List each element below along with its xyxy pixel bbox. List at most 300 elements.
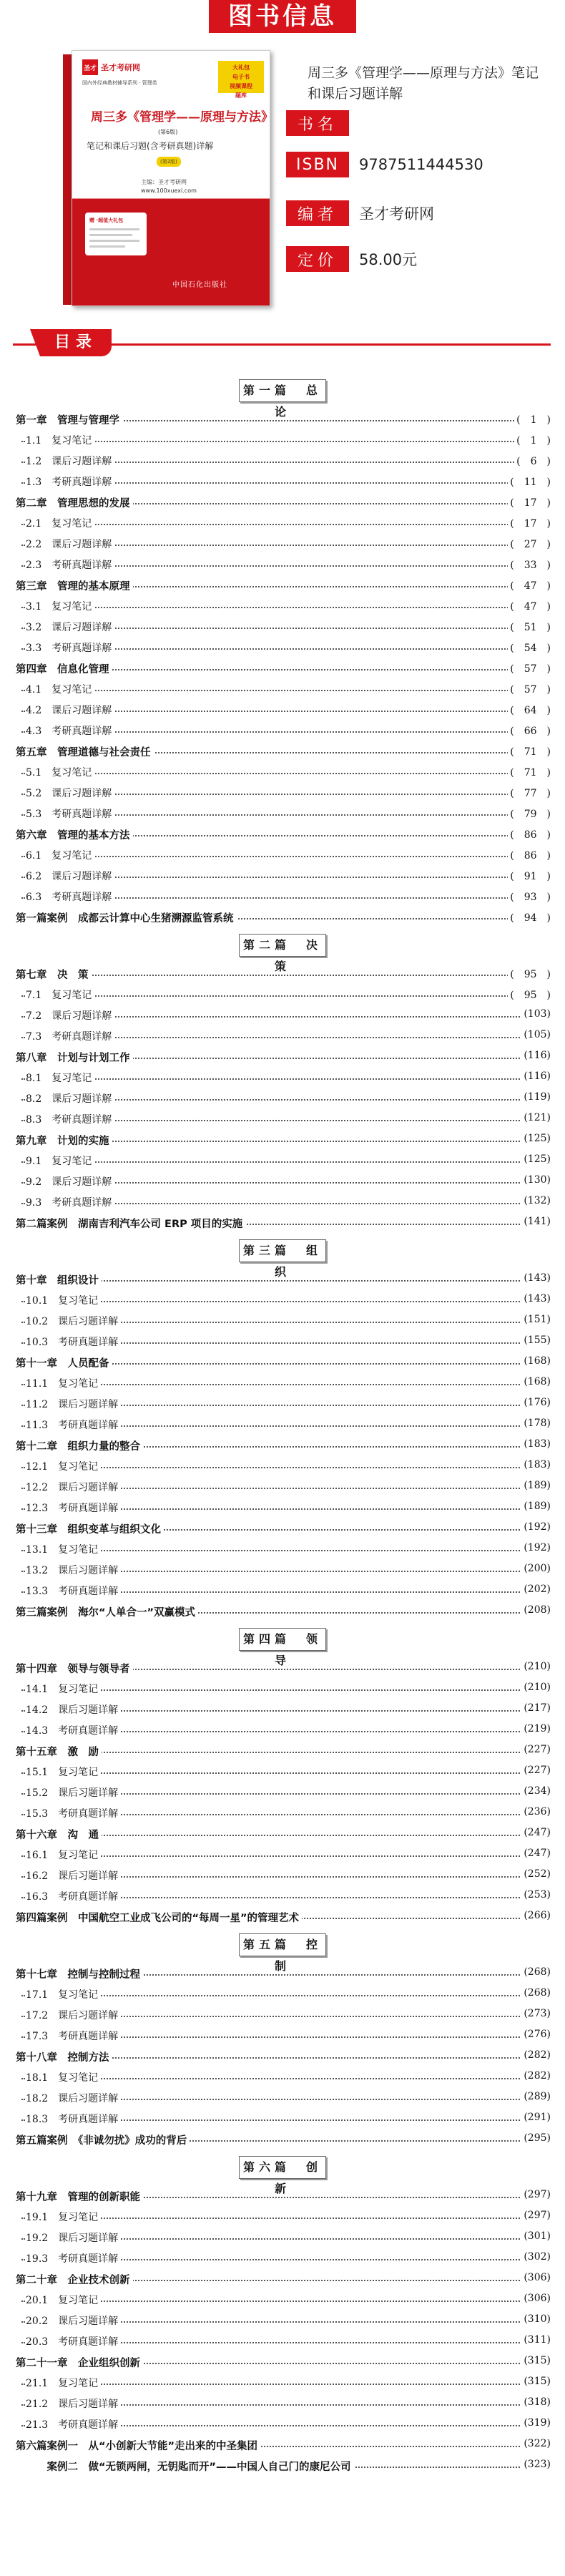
- toc-section-row[interactable]: [0, 512, 565, 532]
- toc-section-row[interactable]: [0, 1781, 565, 1802]
- info-value: 9787511444530: [359, 156, 483, 173]
- toc-entry-title: 15.1 复习笔记: [26, 1765, 101, 1779]
- toc-entry-page: (297): [521, 2189, 551, 2200]
- toc-chapter-row[interactable]: [0, 574, 565, 595]
- toc-entry-title: 16.3 考研真题详解: [26, 1889, 121, 1903]
- toc-entry-title: 14.1 复习笔记: [26, 1682, 101, 1696]
- toc-entry-title: 第三篇案例 海尔“人单合一”双赢模式: [16, 1604, 198, 1619]
- toc-chapter-row[interactable]: [0, 1517, 565, 1538]
- toc-section-row[interactable]: [0, 470, 565, 491]
- toc-entry-page: (273): [521, 2008, 551, 2019]
- toc-entry-title: 15.2 课后习题详解: [26, 1785, 121, 1800]
- toc-entry-title: 第九章 计划的实施: [16, 1133, 112, 1148]
- toc-entry-page: ( 54 ): [508, 640, 551, 655]
- toc-part-heading: 第三篇 组 织: [239, 1239, 326, 1262]
- toc-entry-page: (208): [521, 1604, 551, 1616]
- toc-entry-title: 19.3 考研真题详解: [26, 2251, 121, 2265]
- toc-entry-title: 2.2 课后习题详解: [26, 537, 114, 551]
- leader-dots: [21, 975, 525, 976]
- toc-section-row[interactable]: [0, 1496, 565, 1517]
- toc-section-row[interactable]: [0, 864, 565, 885]
- toc-entry-page: ( 6 ): [514, 454, 551, 468]
- toc-entry-page: ( 33 ): [508, 557, 551, 572]
- toc-entry-title: 19.2 课后习题详解: [26, 2230, 121, 2245]
- toc-entry-title: 第五章 管理道德与社会责任: [16, 744, 154, 759]
- toc-entry-page: ( 47 ): [508, 578, 551, 592]
- toc-entry-title: 6.1 复习笔记: [26, 848, 94, 862]
- toc-section-row[interactable]: [0, 1066, 565, 1087]
- leader-dots: [21, 524, 525, 525]
- toc-entry-title: 5.2 课后习题详解: [26, 786, 114, 800]
- toc-part-heading: 第六篇 创 新: [239, 2156, 326, 2179]
- toc-chapter-row[interactable]: [0, 962, 565, 983]
- toc-part-heading: 第二篇 决 策: [239, 934, 326, 957]
- toc-entry-title: 第十章 组织设计: [16, 1272, 102, 1287]
- toc-chapter-row[interactable]: [0, 1351, 565, 1372]
- toc-entry-page: (306): [521, 2293, 551, 2304]
- toc-entry-page: (155): [521, 1335, 551, 1346]
- toc-entry-title: 第六篇案例一 从“小创新大节能”走出来的中圣集团: [16, 2438, 260, 2453]
- toc-entry-title: 第三章 管理的基本原理: [16, 578, 133, 593]
- toc-entry-title: 2.3 考研真题详解: [26, 557, 114, 572]
- toc-entry-title: 12.2 课后习题详解: [26, 1480, 121, 1494]
- toc-entry-page: ( 86 ): [508, 848, 551, 862]
- toc-entry-title: 案例二 做“无锁两闸，无钥匙而开”——中国人自己门的康尼公司: [16, 2459, 354, 2474]
- toc-entry-page: (268): [521, 1987, 551, 1999]
- cover-gift-card: [85, 213, 147, 255]
- toc-entry-page: (252): [521, 1868, 551, 1880]
- toc-section-row[interactable]: [0, 1309, 565, 1330]
- toc-entry-page: ( 71 ): [508, 744, 551, 758]
- toc-entry-page: (315): [521, 2355, 551, 2366]
- toc-entry-page: (282): [521, 2049, 551, 2061]
- cover-face: [72, 50, 273, 306]
- toc-entry-title: 18.1 复习笔记: [26, 2070, 101, 2084]
- toc-entry-title: 第七章 决 策: [16, 967, 92, 982]
- toc-case-row[interactable]: [0, 2454, 565, 2475]
- leader-dots: [21, 773, 525, 774]
- info-value: 58.00元: [359, 251, 418, 268]
- toc-entry-page: ( 77 ): [508, 786, 551, 800]
- toc-chapter-row[interactable]: [0, 408, 565, 429]
- toc-section-row[interactable]: [0, 449, 565, 470]
- toc-entry-page: (276): [521, 2029, 551, 2040]
- toc-chapter-row[interactable]: [0, 2351, 565, 2371]
- toc-entry-title: 20.3 考研真题详解: [26, 2334, 121, 2348]
- info-row-title: [286, 109, 359, 137]
- cover-series: 国内外经典教材辅导系列 · 管理类: [82, 80, 157, 86]
- toc-entry-title: 3.1 复习笔记: [26, 599, 94, 613]
- toc-entry-page: (234): [521, 1785, 551, 1797]
- toc-entry-page: (318): [521, 2396, 551, 2408]
- toc-entry-title: 4.2 课后习题详解: [26, 703, 114, 717]
- toc-entry-page: (301): [521, 2230, 551, 2242]
- toc-entry-title: 5.1 复习笔记: [26, 765, 94, 779]
- toc-entry-page: (236): [521, 1806, 551, 1818]
- toc-section-row[interactable]: [0, 553, 565, 574]
- cover-edition-pill: (第2版): [157, 157, 181, 167]
- toc-entry-title: 第十六章 沟 通: [16, 1827, 102, 1842]
- toc-entry-page: (183): [521, 1438, 551, 1450]
- info-label: ISBN: [286, 152, 349, 177]
- toc-entry-page: ( 27 ): [508, 537, 551, 551]
- toc-section-row[interactable]: [0, 1289, 565, 1309]
- toc-section-row[interactable]: [0, 1579, 565, 1600]
- toc-section-row[interactable]: [0, 2392, 565, 2413]
- toc-chapter-row[interactable]: [0, 2268, 565, 2288]
- toc-part-heading: 第五篇 控 制: [239, 1933, 326, 1956]
- toc-entry-page: ( 86 ): [508, 827, 551, 841]
- toc-section-row[interactable]: [0, 2226, 565, 2247]
- toc-section-row[interactable]: [0, 2371, 565, 2392]
- toc-section-row[interactable]: [0, 2413, 565, 2434]
- toc-entry-page: (247): [521, 1848, 551, 1859]
- toc-section-row[interactable]: [0, 719, 565, 740]
- toc-chapter-row[interactable]: [0, 1962, 565, 1983]
- toc-entry-page: (315): [521, 2376, 551, 2387]
- toc-entry-page: ( 64 ): [508, 703, 551, 717]
- toc-entry-title: 第十三章 组织变革与组织文化: [16, 1521, 164, 1536]
- toc-section-row[interactable]: [0, 1760, 565, 1781]
- toc-entry-title: 2.1 复习笔记: [26, 516, 94, 530]
- toc-entry-page: ( 1 ): [514, 412, 551, 426]
- toc-entry-page: (323): [521, 2459, 551, 2470]
- toc-section-row[interactable]: [0, 1983, 565, 2004]
- toc-chapter-row[interactable]: [0, 2185, 565, 2205]
- toc-section-row[interactable]: [0, 2024, 565, 2045]
- toc-case-row[interactable]: [0, 1906, 565, 1926]
- toc-entry-title: 4.1 复习笔记: [26, 682, 94, 696]
- card-line: [89, 240, 139, 242]
- toc-entry-title: 10.1 复习笔记: [26, 1293, 101, 1307]
- info-label: 定价: [286, 246, 349, 272]
- toc-entry-page: (168): [521, 1355, 551, 1367]
- toc-entry-title: 第五篇案例 《非诚勿扰》成功的背后: [16, 2132, 190, 2147]
- toc-entry-page: (183): [521, 1459, 551, 1470]
- toc-section-row[interactable]: [0, 2330, 565, 2351]
- toc-heading: 目录: [40, 329, 112, 356]
- toc-entry-title: 9.3 考研真题详解: [26, 1195, 114, 1209]
- leader-dots: [21, 441, 525, 442]
- toc-entry-title: 21.2 课后习题详解: [26, 2396, 121, 2411]
- logo-icon: 圣才: [82, 59, 98, 75]
- toc-entry-page: (322): [521, 2438, 551, 2449]
- toc-entry-title: 11.3 考研真题详解: [26, 1418, 121, 1432]
- toc-section-row[interactable]: [0, 781, 565, 802]
- toc-entry-page: (253): [521, 1889, 551, 1901]
- toc-case-row[interactable]: [0, 1600, 565, 1621]
- toc-entry-page: (202): [521, 1584, 551, 1595]
- toc-section-row[interactable]: [0, 844, 565, 864]
- toc-entry-page: ( 57 ): [508, 661, 551, 675]
- toc-section-row[interactable]: [0, 1087, 565, 1108]
- toc-entry-title: 第四篇案例 中国航空工业成飞公司的“每周一星”的管理艺术: [16, 1910, 302, 1925]
- toc-section-row[interactable]: [0, 802, 565, 823]
- toc-section-row[interactable]: [0, 1392, 565, 1413]
- toc-entry-page: (189): [521, 1480, 551, 1491]
- toc-section-row[interactable]: [0, 1538, 565, 1558]
- toc-chapter-row[interactable]: [0, 740, 565, 761]
- toc-entry-page: (130): [521, 1174, 551, 1186]
- toc-entry-title: 7.3 考研真题详解: [26, 1029, 114, 1043]
- toc-entry-title: 第一篇案例 成都云计算中心生猪溯源监管系统: [16, 910, 237, 925]
- toc-entry-title: 15.3 考研真题详解: [26, 1806, 121, 1820]
- info-label: 书名: [286, 110, 349, 136]
- toc-entry-page: (227): [521, 1744, 551, 1755]
- toc-case-row[interactable]: [0, 2128, 565, 2149]
- toc-entry-title: 18.2 课后习题详解: [26, 2091, 121, 2105]
- toc-entry-page: (311): [521, 2334, 551, 2346]
- toc-entry-title: 18.3 考研真题详解: [26, 2112, 121, 2126]
- info-row-price: [286, 245, 417, 273]
- toc-entry-title: 第二章 管理思想的发展: [16, 495, 133, 510]
- toc-entry-title: 17.2 课后习题详解: [26, 2008, 121, 2022]
- toc-entry-page: (192): [521, 1521, 551, 1533]
- toc-part-heading: 第四篇 领 导: [239, 1628, 326, 1651]
- toc-section-row[interactable]: [0, 698, 565, 719]
- toc-entry-title: 11.2 课后习题详解: [26, 1397, 121, 1411]
- toc-entry-title: 10.3 考研真题详解: [26, 1335, 121, 1349]
- leader-dots: [21, 1161, 525, 1163]
- toc-section-row[interactable]: [0, 2288, 565, 2309]
- toc-entry-page: (103): [521, 1008, 551, 1020]
- toc-section-row[interactable]: [0, 1475, 565, 1496]
- toc-entry-title: 6.3 考研真题详解: [26, 889, 114, 904]
- toc-entry-title: 9.2 课后习题详解: [26, 1174, 114, 1189]
- toc-section-row[interactable]: [0, 1170, 565, 1191]
- info-row-isbn: [286, 150, 483, 179]
- toc-entry-title: 第十四章 领导与领导者: [16, 1661, 133, 1676]
- toc-section-row[interactable]: [0, 2066, 565, 2087]
- toc-entry-title: 1.1 复习笔记: [26, 433, 94, 447]
- toc-entry-page: (289): [521, 2091, 551, 2102]
- toc-entry-page: (295): [521, 2132, 551, 2144]
- toc-entry-title: 第十一章 人员配备: [16, 1355, 112, 1370]
- toc-entry-page: (310): [521, 2313, 551, 2325]
- toc-section-row[interactable]: [0, 1025, 565, 1045]
- toc-entry-title: 6.2 课后习题详解: [26, 869, 114, 883]
- toc-entry-page: ( 57 ): [508, 682, 551, 696]
- toc-entry-page: ( 95 ): [508, 987, 551, 1002]
- toc-section-row[interactable]: [0, 1558, 565, 1579]
- toc-chapter-row[interactable]: [0, 1823, 565, 1843]
- toc-entry-title: 5.3 考研真题详解: [26, 806, 114, 821]
- toc-section-row[interactable]: [0, 2309, 565, 2330]
- leader-dots: [21, 856, 525, 857]
- toc-entry-page: ( 79 ): [508, 806, 551, 821]
- toc-chapter-row[interactable]: [0, 1268, 565, 1289]
- toc-entry-title: 12.1 复习笔记: [26, 1459, 101, 1473]
- toc-entry-page: (282): [521, 2070, 551, 2082]
- toc-entry-page: (217): [521, 1702, 551, 1714]
- toc-section-row[interactable]: [0, 1004, 565, 1025]
- toc-entry-page: (141): [521, 1216, 551, 1227]
- toc-section-row[interactable]: [0, 429, 565, 449]
- toc-entry-page: (143): [521, 1293, 551, 1304]
- toc-entry-page: (116): [521, 1050, 551, 1061]
- toc-case-row[interactable]: [0, 906, 565, 927]
- logo-text: 圣才考研网: [101, 63, 140, 72]
- toc-section-row[interactable]: [0, 1677, 565, 1698]
- toc-entry-page: (168): [521, 1376, 551, 1387]
- toc-entry-title: 16.2 课后习题详解: [26, 1868, 121, 1883]
- toc-section-row[interactable]: [0, 1698, 565, 1719]
- toc-entry-page: (151): [521, 1314, 551, 1325]
- toc-section-row[interactable]: [0, 1719, 565, 1740]
- toc-entry-page: ( 51 ): [508, 620, 551, 634]
- toc-entry-page: (116): [521, 1070, 551, 1082]
- toc-entry-title: 1.2 课后习题详解: [26, 454, 114, 468]
- toc-entry-page: (125): [521, 1133, 551, 1144]
- toc-section-row[interactable]: [0, 1885, 565, 1906]
- table-of-contents: [0, 372, 565, 2475]
- toc-section-row[interactable]: [0, 532, 565, 553]
- toc-entry-title: 9.1 复习笔记: [26, 1153, 94, 1168]
- toc-section-row[interactable]: [0, 1108, 565, 1128]
- toc-chapter-row[interactable]: [0, 1434, 565, 1455]
- toc-entry-page: (268): [521, 1966, 551, 1978]
- toc-section-row[interactable]: [0, 636, 565, 657]
- toc-section-row[interactable]: [0, 1843, 565, 1864]
- toc-entry-page: ( 94 ): [508, 910, 551, 924]
- toc-entry-page: ( 71 ): [508, 765, 551, 779]
- card-line: [89, 228, 139, 230]
- leader-dots: [21, 1078, 525, 1080]
- toc-entry-page: (306): [521, 2272, 551, 2283]
- toc-entry-title: 第八章 计划与计划工作: [16, 1050, 133, 1065]
- toc-section-row[interactable]: [0, 885, 565, 906]
- toc-section-row[interactable]: [0, 2107, 565, 2128]
- toc-section-row[interactable]: [0, 678, 565, 698]
- toc-entry-title: 11.1 复习笔记: [26, 1376, 101, 1390]
- toc-section-row[interactable]: [0, 761, 565, 781]
- toc-entry-title: 12.3 考研真题详解: [26, 1501, 121, 1515]
- cover-publisher: 中国石化出版社: [172, 281, 227, 289]
- toc-entry-page: (132): [521, 1195, 551, 1206]
- toc-entry-page: ( 11 ): [508, 474, 551, 489]
- toc-section-row[interactable]: [0, 2205, 565, 2226]
- toc-section-row[interactable]: [0, 595, 565, 615]
- toc-entry-title: 10.2 课后习题详解: [26, 1314, 121, 1328]
- toc-entry-page: ( 17 ): [508, 495, 551, 509]
- toc-chapter-row[interactable]: [0, 2045, 565, 2066]
- toc-section-row[interactable]: [0, 615, 565, 636]
- toc-entry-title: 14.3 考研真题详解: [26, 1723, 121, 1737]
- gift-card-heading: 赠 ·超值大礼包: [89, 218, 124, 223]
- info-row-editor: [286, 199, 434, 228]
- toc-section-row[interactable]: [0, 1191, 565, 1211]
- toc-entry-page: ( 95 ): [508, 967, 551, 981]
- toc-entry-title: 8.2 课后习题详解: [26, 1091, 114, 1106]
- toc-chapter-row[interactable]: [0, 657, 565, 678]
- toc-entry-title: 8.1 复习笔记: [26, 1070, 94, 1085]
- toc-section-row[interactable]: [0, 1455, 565, 1475]
- toc-entry-page: (119): [521, 1091, 551, 1103]
- toc-entry-page: ( 17 ): [508, 516, 551, 530]
- publisher-logo: [82, 59, 140, 75]
- toc-entry-page: (105): [521, 1029, 551, 1040]
- toc-entry-title: 7.1 复习笔记: [26, 987, 94, 1002]
- toc-entry-page: (291): [521, 2112, 551, 2123]
- toc-case-row[interactable]: [0, 2434, 565, 2454]
- toc-entry-title: 第六章 管理的基本方法: [16, 827, 133, 842]
- toc-entry-page: ( 66 ): [508, 723, 551, 738]
- toc-entry-page: (200): [521, 1563, 551, 1574]
- cover-edition: (第6版): [158, 129, 178, 135]
- cover-subtitle: 笔记和课后习题(含考研真题)详解: [87, 141, 214, 151]
- toc-entry-title: 21.1 复习笔记: [26, 2376, 101, 2390]
- toc-chapter-row[interactable]: [0, 1657, 565, 1677]
- toc-entry-title: 13.1 复习笔记: [26, 1542, 101, 1556]
- info-value: 圣才考研网: [359, 205, 434, 223]
- toc-chapter-row[interactable]: [0, 1045, 565, 1066]
- book-cover: [63, 50, 272, 308]
- toc-entry-title: 第十九章 管理的创新职能: [16, 2189, 143, 2204]
- toc-part-heading: 第一篇 总 论: [239, 379, 326, 402]
- leader-dots: [21, 690, 525, 691]
- book-title: 周三多《管理学——原理与方法》笔记和课后习题详解: [308, 65, 539, 102]
- toc-section-row[interactable]: [0, 1802, 565, 1823]
- toc-chapter-row[interactable]: [0, 1740, 565, 1760]
- toc-section-row[interactable]: [0, 1372, 565, 1392]
- toc-section-row[interactable]: [0, 1330, 565, 1351]
- toc-entry-page: ( 91 ): [508, 869, 551, 883]
- toc-section-row[interactable]: [0, 2087, 565, 2107]
- toc-entry-title: 第十二章 组织力量的整合: [16, 1438, 143, 1453]
- card-line: [89, 234, 132, 236]
- toc-entry-page: ( 93 ): [508, 889, 551, 904]
- toc-entry-page: (125): [521, 1153, 551, 1165]
- toc-section-row[interactable]: [0, 2247, 565, 2268]
- toc-section-row[interactable]: [0, 2004, 565, 2024]
- toc-entry-title: 第二十一章 企业组织创新: [16, 2355, 143, 2370]
- toc-section-row[interactable]: [0, 983, 565, 1004]
- toc-entry-title: 8.3 考研真题详解: [26, 1112, 114, 1126]
- toc-case-row[interactable]: [0, 1211, 565, 1232]
- toc-chapter-row[interactable]: [0, 1128, 565, 1149]
- leader-dots: [21, 995, 525, 997]
- toc-chapter-row[interactable]: [0, 491, 565, 512]
- toc-entry-page: (178): [521, 1418, 551, 1429]
- cover-title: 周三多《管理学——原理与方法》: [91, 110, 273, 125]
- toc-entry-title: 第十五章 激 励: [16, 1744, 102, 1759]
- page-title: 图书信息: [228, 2, 337, 31]
- toc-entry-page: ( 47 ): [508, 599, 551, 613]
- cover-author: 主编：圣才考研网 www.100xuexi.com: [141, 179, 197, 194]
- toc-entry-page: (176): [521, 1397, 551, 1408]
- toc-entry-page: (297): [521, 2210, 551, 2221]
- toc-entry-title: 21.3 考研真题详解: [26, 2417, 121, 2431]
- toc-entry-title: 4.3 考研真题详解: [26, 723, 114, 738]
- toc-section-row[interactable]: [0, 1149, 565, 1170]
- toc-section-row[interactable]: [0, 1413, 565, 1434]
- toc-chapter-row[interactable]: [0, 823, 565, 844]
- toc-entry-title: 13.3 考研真题详解: [26, 1584, 121, 1598]
- toc-entry-title: 7.2 课后习题详解: [26, 1008, 114, 1023]
- info-label: 编者: [286, 200, 349, 226]
- toc-entry-title: 3.3 考研真题详解: [26, 640, 114, 655]
- toc-entry-title: 13.2 课后习题详解: [26, 1563, 121, 1577]
- toc-entry-page: (192): [521, 1542, 551, 1553]
- toc-entry-title: 20.2 课后习题详解: [26, 2313, 121, 2328]
- toc-section-row[interactable]: [0, 1864, 565, 1885]
- toc-entry-page: (319): [521, 2417, 551, 2429]
- toc-entry-title: 17.1 复习笔记: [26, 1987, 101, 2001]
- toc-entry-page: (266): [521, 1910, 551, 1921]
- toc-entry-page: (227): [521, 1765, 551, 1776]
- toc-entry-title: 第十七章 控制与控制过程: [16, 1966, 143, 1981]
- toc-entry-page: (121): [521, 1112, 551, 1123]
